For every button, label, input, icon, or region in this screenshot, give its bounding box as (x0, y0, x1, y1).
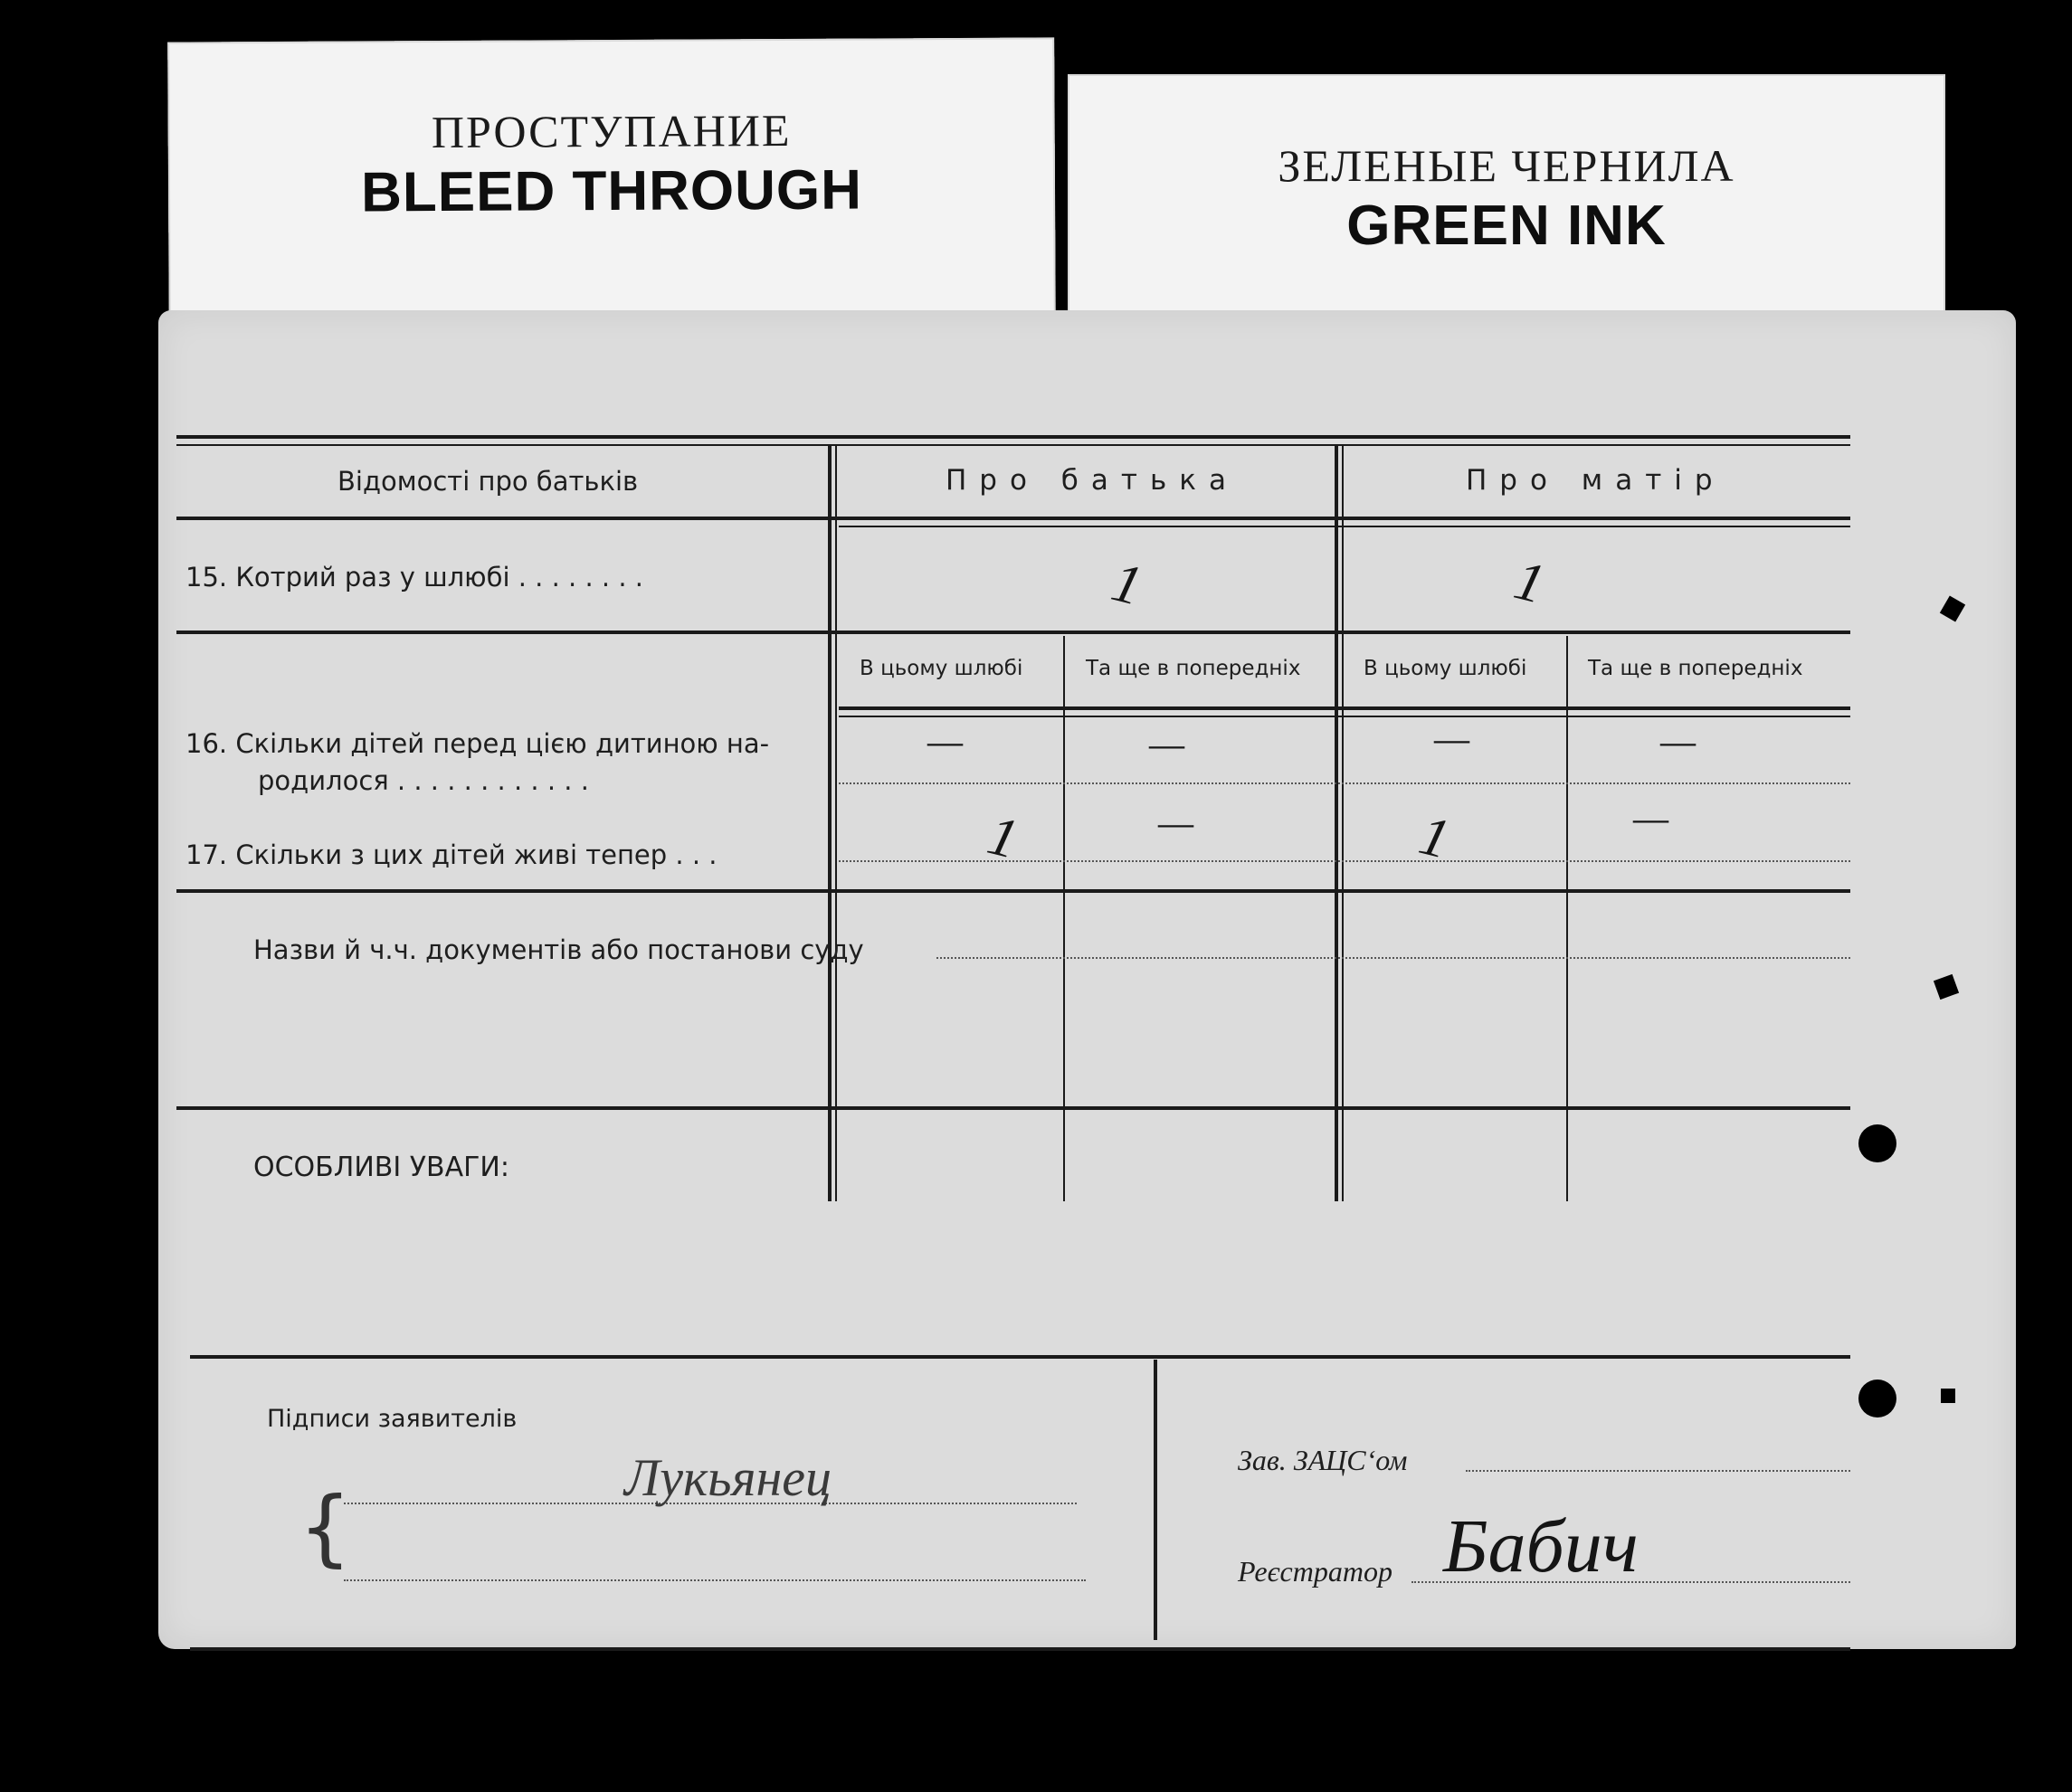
subheader-bottom-rule (839, 706, 1850, 710)
column-divider-main (828, 446, 832, 1201)
subheader-father-this-marriage: В цьому шлюбі (860, 657, 1023, 680)
row-15-mother-value: 1 (1508, 549, 1551, 616)
row-16-dotted-rule (839, 782, 1850, 784)
remarks-label: ОСОБЛИВІ УВАГИ: (253, 1152, 509, 1183)
head-of-registry-line (1466, 1470, 1850, 1472)
documents-bottom-rule (176, 1106, 1850, 1110)
row-17-mother-previous-value: — (1633, 796, 1669, 840)
table-top-rule (176, 435, 1850, 439)
column-divider-parents-inner (1342, 446, 1344, 1201)
subheader-mother-previous: Та ще в попередніх (1588, 657, 1803, 680)
row-16-father-previous-value: — (1149, 722, 1185, 766)
documents-dotted-line (936, 957, 1850, 959)
row-16-father-this-value: — (927, 719, 964, 763)
bleed-through-label-ru: ПРОСТУПАНИЕ (431, 104, 792, 158)
header-parents-info: Відомості про батьків (337, 466, 639, 497)
row-16-mother-this-value: — (1434, 716, 1470, 761)
punch-hole-upper (1858, 1124, 1896, 1162)
header-bottom-rule-inner (839, 526, 1850, 527)
registrar-signature: Бабич (1443, 1504, 1639, 1588)
registration-form-sheet (158, 310, 2016, 1649)
row-17-mother-this-value: 1 (1413, 804, 1456, 871)
header-mother: Про матір (1466, 464, 1725, 497)
applicants-brace: { (299, 1479, 352, 1576)
row-17-dotted-rule (839, 860, 1850, 862)
row-17-label: 17. Скільки з цих дітей живі тепер . . . (185, 839, 718, 870)
column-divider-main-inner (835, 446, 837, 1201)
subheader-father-previous: Та ще в попередніх (1086, 657, 1301, 680)
punch-hole-lower (1858, 1380, 1896, 1417)
row-17-bottom-rule (176, 889, 1850, 893)
green-ink-label-en: GREEN INK (1346, 194, 1667, 257)
header-father: Про батька (946, 464, 1239, 497)
row-16-mother-previous-value: — (1660, 719, 1697, 763)
column-divider-parents (1335, 446, 1338, 1201)
applicant-signature: Лукьянец (624, 1448, 832, 1507)
green-ink-label-ru: ЗЕЛЕНЫЕ ЧЕРНИЛА (1278, 140, 1735, 191)
row-15-bottom-rule (176, 631, 1850, 634)
header-bottom-rule (176, 517, 1850, 520)
column-divider-mother-sub (1566, 636, 1568, 1201)
row-17-father-this-value: 1 (982, 804, 1024, 871)
row-16-label-line1: 16. Скільки дітей перед цією дитиною на- (185, 728, 770, 759)
remarks-bottom-rule (190, 1355, 1850, 1359)
head-of-registry-label: Зав. ЗАЦС‘ом (1238, 1444, 1408, 1476)
row-17-father-previous-value: — (1158, 801, 1194, 845)
row-15-father-value: 1 (1106, 551, 1148, 618)
table-top-rule-inner (176, 444, 1850, 446)
documents-label: Назви й ч.ч. документів або постанови суду (253, 934, 864, 965)
registrar-label: Реєстратор (1238, 1555, 1392, 1588)
subheader-bottom-rule-inner (839, 716, 1850, 717)
signature-divider (1154, 1360, 1157, 1640)
edge-speck-3 (1941, 1389, 1955, 1403)
applicants-signatures-label: Підписи заявителів (267, 1405, 518, 1433)
form-bottom-rule (190, 1647, 1850, 1651)
row-15-label: 15. Котрий раз у шлюбі . . . . . . . . (185, 562, 643, 593)
column-divider-father-sub (1063, 636, 1065, 1201)
row-16-label-line2: родилося . . . . . . . . . . . . (258, 765, 589, 796)
bleed-through-label-en: BLEED THROUGH (360, 158, 863, 224)
applicant-signature-line-2 (344, 1579, 1086, 1581)
subheader-mother-this-marriage: В цьому шлюбі (1364, 657, 1527, 680)
bleed-through-card (167, 37, 1056, 336)
